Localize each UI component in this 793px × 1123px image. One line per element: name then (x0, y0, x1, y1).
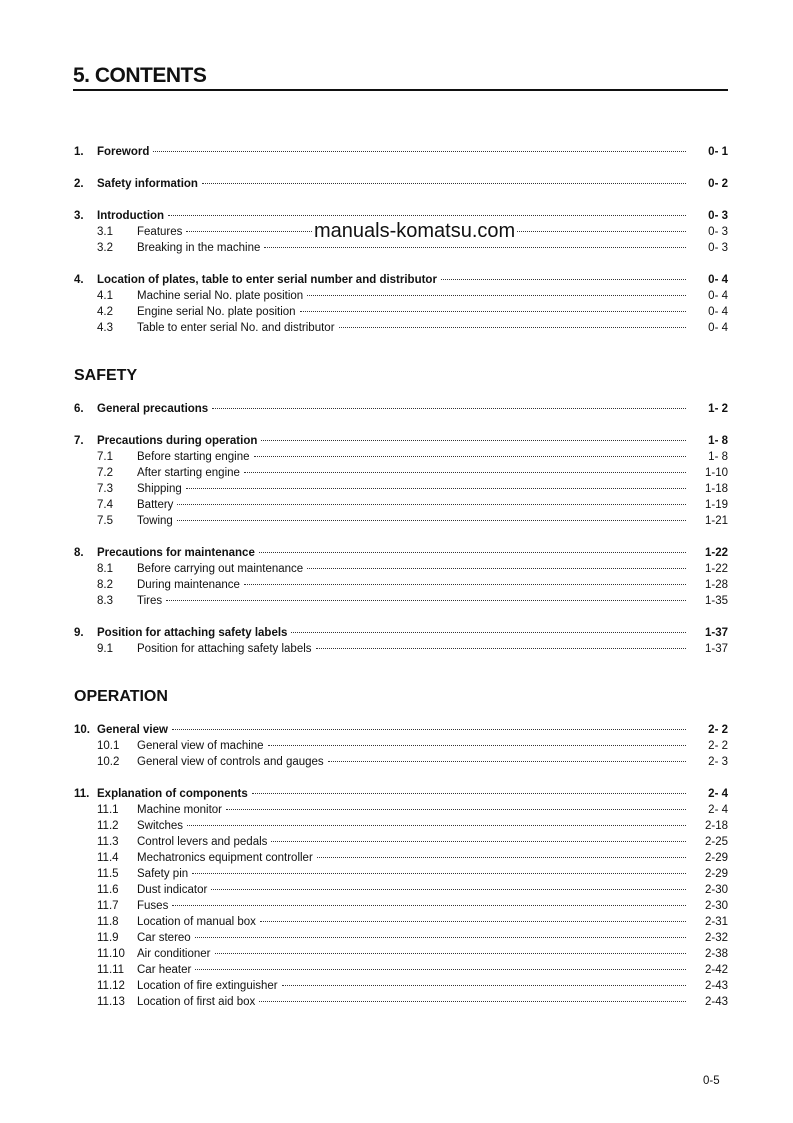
toc-entry[interactable] (74, 176, 728, 192)
entry-page: 0- 2 (708, 178, 728, 190)
entry-number: 11.3 (97, 836, 119, 848)
entry-title: Position for attaching safety labels (137, 643, 312, 655)
entry-number: 11. (74, 788, 90, 800)
entry-page: 2-32 (704, 932, 728, 944)
entry-number: 4.2 (97, 306, 113, 318)
entry-page: 1-10 (704, 467, 728, 479)
toc-subentry[interactable] (74, 962, 728, 978)
entry-number: 11.13 (97, 996, 125, 1008)
entry-number: 11.5 (97, 868, 119, 880)
dot-leader (244, 584, 686, 585)
watermark: manuals-komatsu.com (314, 220, 516, 242)
dot-leader (177, 520, 686, 521)
dot-leader (441, 279, 686, 280)
entry-title: Switches (137, 820, 184, 832)
entry-title: Mechatronics equipment controller (137, 852, 313, 864)
entry-page: 1-37 (704, 643, 728, 655)
entry-number: 8.3 (97, 595, 113, 607)
toc-subentry[interactable] (74, 449, 728, 465)
entry-page: 1-22 (704, 547, 728, 559)
entry-number: 7.4 (97, 499, 113, 511)
entry-page: 2- 4 (708, 788, 728, 800)
dot-leader (339, 327, 686, 328)
dot-leader (186, 488, 686, 489)
entry-title: Machine serial No. plate position (137, 290, 304, 302)
entry-page: 0- 3 (708, 210, 728, 222)
toc-subentry[interactable] (74, 481, 728, 497)
entry-page: 1- 8 (708, 435, 728, 447)
toc-subentry[interactable] (74, 898, 728, 914)
toc-entry[interactable] (74, 722, 728, 738)
toc-group (74, 176, 728, 192)
dot-leader (202, 183, 686, 184)
entry-number: 10. (74, 724, 90, 736)
toc-subentry[interactable] (74, 834, 728, 850)
dot-leader (195, 969, 686, 970)
entry-page: 2-43 (704, 980, 728, 992)
entry-number: 1. (74, 146, 84, 158)
toc-group (74, 786, 728, 1010)
entry-title: Dust indicator (137, 884, 208, 896)
entry-page: 1- 8 (708, 451, 728, 463)
entry-title: Air conditioner (137, 948, 211, 960)
entry-title: General view of controls and gauges (137, 756, 324, 768)
page-number: 0-5 (703, 1075, 720, 1087)
entry-page: 2- 4 (708, 804, 728, 816)
entry-title: Precautions during operation (97, 435, 258, 447)
entry-number: 11.9 (97, 932, 119, 944)
entry-page: 1-37 (704, 627, 728, 639)
entry-page: 0- 4 (708, 274, 728, 286)
dot-leader (259, 1001, 686, 1002)
dot-leader (291, 632, 686, 633)
dot-leader (271, 841, 686, 842)
entry-number: 7.3 (97, 483, 113, 495)
entry-page: 0- 4 (708, 306, 728, 318)
entry-number: 8.1 (97, 563, 113, 575)
entry-page: 1-22 (704, 563, 728, 575)
toc-subentry[interactable] (74, 930, 728, 946)
toc-entry[interactable] (74, 786, 728, 802)
entry-title: Engine serial No. plate position (137, 306, 296, 318)
entry-page: 2-43 (704, 996, 728, 1008)
entry-title: Machine monitor (137, 804, 223, 816)
entry-page: 1-35 (704, 595, 728, 607)
entry-title: Foreword (97, 146, 150, 158)
toc-group (74, 625, 728, 657)
toc-entry[interactable] (74, 272, 728, 288)
entry-title: Precautions for maintenance (97, 547, 255, 559)
entry-number: 4.3 (97, 322, 113, 334)
entry-number: 11.7 (97, 900, 119, 912)
entry-title: Towing (137, 515, 173, 527)
toc-subentry[interactable] (74, 866, 728, 882)
page-title: 5. CONTENTS (73, 64, 207, 87)
entry-page: 2-30 (704, 884, 728, 896)
toc-subentry[interactable] (74, 497, 728, 513)
toc-subentry[interactable] (74, 577, 728, 593)
entry-number: 3. (74, 210, 84, 222)
entry-number: 6. (74, 403, 84, 415)
entry-number: 10.1 (97, 740, 120, 752)
entry-page: 2-29 (704, 852, 728, 864)
entry-number: 11.1 (97, 804, 119, 816)
dot-leader (226, 809, 686, 810)
toc-subentry[interactable] (74, 802, 728, 818)
dot-leader (177, 504, 686, 505)
title-divider (73, 89, 728, 91)
entry-page: 2- 3 (708, 756, 728, 768)
dot-leader (244, 472, 686, 473)
entry-page: 0- 1 (708, 146, 728, 158)
entry-title: Car heater (137, 964, 192, 976)
toc-group (74, 433, 728, 529)
entry-title: Location of manual box (137, 916, 256, 928)
dot-leader (259, 552, 686, 553)
entry-title: Location of fire extinguisher (137, 980, 278, 992)
entry-page: 0- 3 (708, 226, 728, 238)
entry-number: 11.11 (97, 964, 125, 976)
entry-number: 11.6 (97, 884, 119, 896)
dot-leader (166, 600, 686, 601)
toc-entry[interactable] (74, 545, 728, 561)
entry-title: Tires (137, 595, 163, 607)
dot-leader (261, 440, 686, 441)
toc-subentry[interactable] (74, 288, 728, 304)
table-of-contents (74, 144, 728, 1026)
toc-group (74, 144, 728, 160)
dot-leader (268, 745, 686, 746)
dot-leader (307, 568, 686, 569)
toc-entry[interactable] (74, 625, 728, 641)
dot-leader (282, 985, 686, 986)
entry-number: 9. (74, 627, 84, 639)
entry-title: General precautions (97, 403, 209, 415)
section-heading: OPERATION (74, 688, 168, 705)
entry-title: Explanation of components (97, 788, 248, 800)
toc-subentry[interactable] (74, 738, 728, 754)
toc-entry[interactable] (74, 433, 728, 449)
entry-page: 2-31 (704, 916, 728, 928)
entry-title: Battery (137, 499, 174, 511)
dot-leader (307, 295, 686, 296)
entry-title: Control levers and pedals (137, 836, 268, 848)
entry-number: 3.2 (97, 242, 113, 254)
entry-number: 11.10 (97, 948, 125, 960)
toc-group (74, 401, 728, 417)
dot-leader (168, 215, 686, 216)
entry-number: 3.1 (97, 226, 113, 238)
dot-leader (192, 873, 686, 874)
entry-title: Shipping (137, 483, 182, 495)
entry-page: 1-18 (704, 483, 728, 495)
toc-entry[interactable] (74, 401, 728, 417)
entry-number: 7. (74, 435, 84, 447)
dot-leader (264, 247, 686, 248)
entry-number: 10.2 (97, 756, 120, 768)
dot-leader (215, 953, 686, 954)
toc-subentry[interactable] (74, 818, 728, 834)
dot-leader (254, 456, 686, 457)
toc-group (74, 545, 728, 609)
entry-page: 1- 2 (708, 403, 728, 415)
dot-leader (252, 793, 686, 794)
entry-page: 2- 2 (708, 724, 728, 736)
toc-subentry[interactable] (74, 593, 728, 609)
entry-title: Car stereo (137, 932, 191, 944)
dot-leader (260, 921, 686, 922)
entry-page: 1-21 (704, 515, 728, 527)
dot-leader (300, 311, 686, 312)
entry-number: 4.1 (97, 290, 113, 302)
dot-leader (316, 648, 686, 649)
entry-page: 2- 2 (708, 740, 728, 752)
toc-subentry[interactable] (74, 320, 728, 336)
entry-page: 2-29 (704, 868, 728, 880)
entry-number: 4. (74, 274, 84, 286)
entry-title: Table to enter serial No. and distributor (137, 322, 335, 334)
entry-page: 0- 4 (708, 290, 728, 302)
entry-number: 7.5 (97, 515, 113, 527)
entry-title: Position for attaching safety labels (97, 627, 288, 639)
toc-group (74, 722, 728, 770)
entry-number: 8. (74, 547, 84, 559)
toc-subentry[interactable] (74, 561, 728, 577)
entry-title: General view of machine (137, 740, 264, 752)
entry-page: 1-19 (704, 499, 728, 511)
entry-number: 8.2 (97, 579, 113, 591)
toc-group (74, 272, 728, 336)
entry-title: Fuses (137, 900, 169, 912)
entry-title: After starting engine (137, 467, 240, 479)
toc-subentry[interactable] (74, 978, 728, 994)
section-heading: SAFETY (74, 367, 138, 384)
toc-subentry[interactable] (74, 754, 728, 770)
toc-subentry[interactable] (74, 465, 728, 481)
toc-subentry[interactable] (74, 850, 728, 866)
entry-number: 11.8 (97, 916, 119, 928)
entry-page: 1-28 (704, 579, 728, 591)
entry-page: 2-25 (704, 836, 728, 848)
entry-page: 2-18 (704, 820, 728, 832)
entry-title: Features (137, 226, 183, 238)
toc-subentry[interactable] (74, 304, 728, 320)
entry-page: 2-42 (704, 964, 728, 976)
entry-number: 11.12 (97, 980, 125, 992)
dot-leader (328, 761, 686, 762)
dot-leader (187, 825, 686, 826)
toc-subentry[interactable] (74, 882, 728, 898)
entry-title: Introduction (97, 210, 165, 222)
entry-title: Location of plates, table to enter serial number and distributor (97, 274, 437, 286)
entry-title: Safety information (97, 178, 198, 190)
entry-page: 2-38 (704, 948, 728, 960)
dot-leader (195, 937, 686, 938)
entry-title: During maintenance (137, 579, 240, 591)
entry-number: 9.1 (97, 643, 113, 655)
entry-number: 7.1 (97, 451, 113, 463)
toc-subentry[interactable] (74, 914, 728, 930)
entry-page: 0- 3 (708, 242, 728, 254)
entry-page: 0- 4 (708, 322, 728, 334)
dot-leader (153, 151, 686, 152)
entry-number: 7.2 (97, 467, 113, 479)
toc-subentry[interactable] (74, 946, 728, 962)
entry-number: 11.2 (97, 820, 119, 832)
dot-leader (317, 857, 686, 858)
toc-entry[interactable] (74, 144, 728, 160)
toc-subentry[interactable] (74, 641, 728, 657)
dot-leader (211, 889, 686, 890)
dot-leader (172, 729, 686, 730)
entry-title: Before starting engine (137, 451, 250, 463)
entry-title: Location of first aid box (137, 996, 256, 1008)
entry-title: Before carrying out maintenance (137, 563, 304, 575)
dot-leader (212, 408, 686, 409)
toc-subentry[interactable] (74, 994, 728, 1010)
entry-title: Breaking in the machine (137, 242, 261, 254)
entry-title: Safety pin (137, 868, 189, 880)
entry-number: 11.4 (97, 852, 119, 864)
entry-number: 2. (74, 178, 84, 190)
toc-subentry[interactable] (74, 513, 728, 529)
entry-title: General view (97, 724, 168, 736)
entry-page: 2-30 (704, 900, 728, 912)
dot-leader (172, 905, 686, 906)
